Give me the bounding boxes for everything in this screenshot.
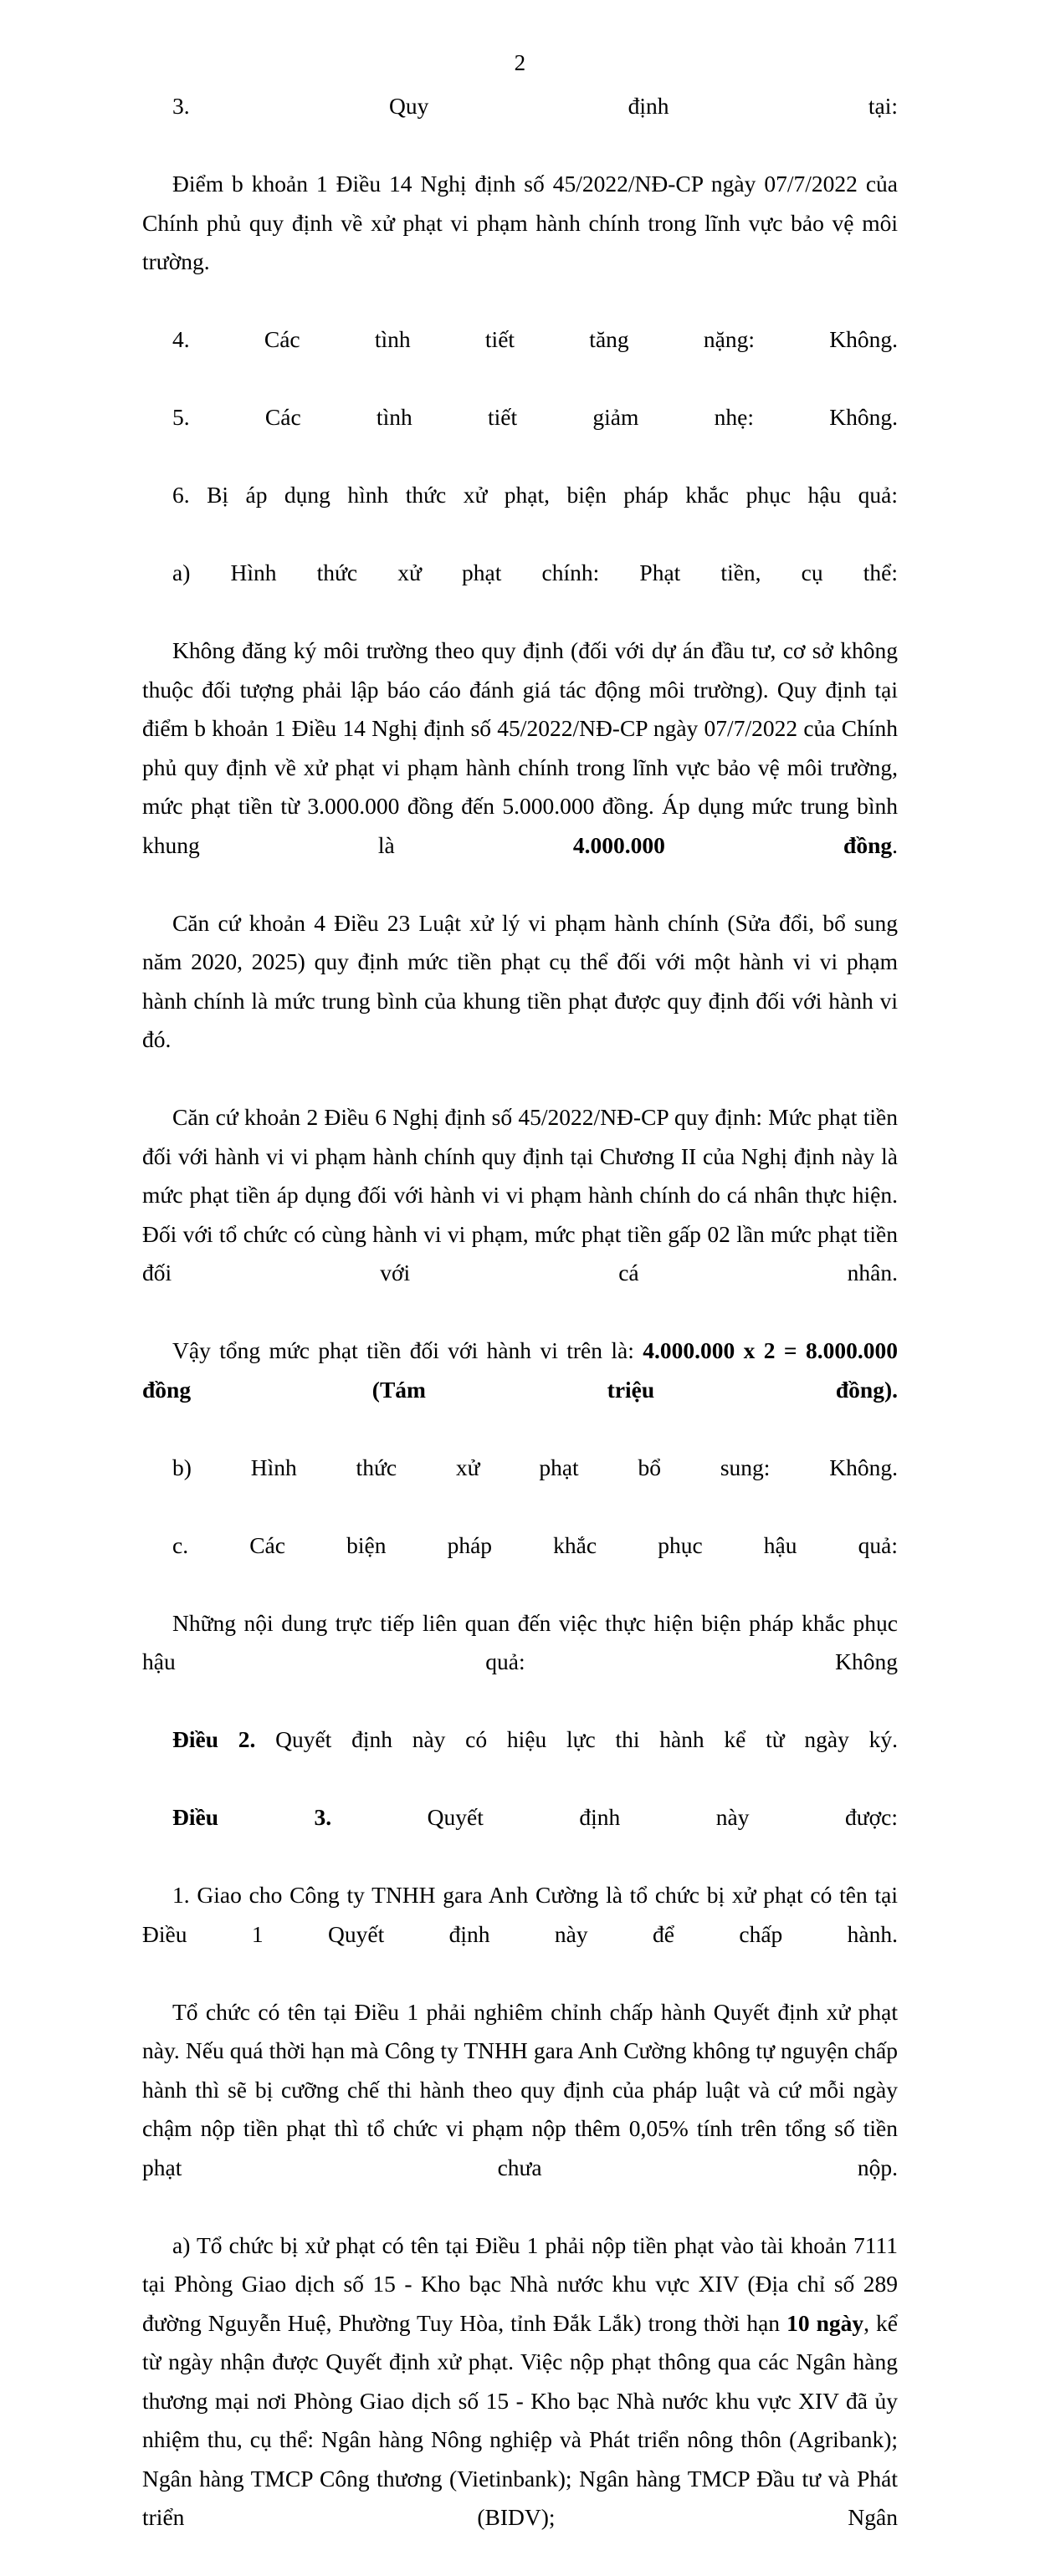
text-run: a) Tổ chức bị xử phạt có tên tại Điều 1 phải nộp tiền phạt vào tài khoản 7111 tại Phòng Giao dịch số 15 - Kho bạc Nhà nước khu vực XIV (Địa chỉ số 289 đường Nguyễn Huệ, Phường Tuy Hòa, tỉnh Đắk Lắk) trong thời hạn [142,2232,898,2336]
paragraph-p4 [142,398,898,476]
emphasis-run: 4.000.000 x 2 = 8.000.000 đồng (Tám triệu đồng). [142,1337,898,1403]
text-run: 5. Các tình tiết giảm nhẹ: Không. [172,404,898,430]
emphasis-run: Điều 2. [172,1726,255,1752]
text-run: Không đăng ký môi trường theo quy định (đối với dự án đầu tư, cơ sở không thuộc đối tượng phải lập báo cáo đánh giá tác động môi trường). Quy định tại điểm b khoản 1 Điều 14 Nghị định số 45/2022/NĐ-CP ngày 07/7/2022 của Chính phủ quy định về xử phạt vi phạm hành chính trong lĩnh vực bảo vệ môi trường, mức phạt tiền từ 3.000.000 đồng đến 5.000.000 đồng. Áp dụng mức trung bình khung là [142,637,898,858]
paragraph-p8 [142,904,898,1099]
emphasis-run: Điều 3. [172,1804,331,1830]
text-run: Tổ chức có tên tại Điều 1 phải nghiêm chỉnh chấp hành Quyết định xử phạt này. Nếu quá thời hạn mà Công ty TNHH gara Anh Cường không tự nguyện chấp hành thì sẽ bị cưỡng chế thi hành theo quy định của pháp luật và cứ mỗi ngày chậm nộp tiền phạt thì tổ chức vi phạm nộp thêm 0,05% tính trên tổng số tiền phạt chưa nộp. [142,1999,898,2180]
paragraph-p5 [142,476,898,554]
text-run: Quyết định này được: [331,1804,898,1830]
paragraph-p1 [142,87,898,165]
text-run: a) Hình thức xử phạt chính: Phạt tiền, cụ thể: [172,560,898,585]
emphasis-run: 10 ngày [786,2310,863,2336]
text-run: . [892,832,898,858]
text-run: 1. Giao cho Công ty TNHH gara Anh Cường là tổ chức bị xử phạt có tên tại Điều 1 Quyết định này để chấp hành. [142,1882,898,1947]
paragraph-p7 [142,631,898,904]
text-run: Vậy tổng mức phạt tiền đối với hành vi trên là: [172,1337,643,1363]
text-run: Căn cứ khoản 4 Điều 23 Luật xử lý vi phạm hành chính (Sửa đổi, bổ sung năm 2020, 2025) quy định mức tiền phạt cụ thể đối với một hành vi vi phạm hành chính là mức trung bình của khung tiền phạt được quy định đối với hành vi đó. [142,910,898,1053]
paragraph-p18 [142,2226,898,2576]
paragraph-p15 [142,1798,898,1876]
paragraph-p17 [142,1993,898,2226]
text-run: b) Hình thức xử phạt bổ sung: Không. [172,1454,898,1480]
paragraph-p2 [142,165,898,320]
document-body [142,87,898,2576]
text-run: , kể từ ngày nhận được Quyết định xử phạt. Việc nộp phạt thông qua các Ngân hàng thương mại nơi Phòng Giao dịch số 15 - Kho bạc Nhà nước khu vực XIV đã ủy nhiệm thu, cụ thể: Ngân hàng Nông nghiệp và Phát triển nông thôn (Agribank); Ngân hàng TMCP Công thương (Vietinbank); Ngân hàng TMCP Đầu tư và Phát triển (BIDV); Ngân [142,2310,898,2531]
paragraph-p11 [142,1449,898,1526]
text-run: 3. Quy định tại: [172,93,898,119]
text-run: c. Các biện pháp khắc phục hậu quả: [172,1532,898,1558]
paragraph-p10 [142,1331,898,1449]
text-run: Căn cứ khoản 2 Điều 6 Nghị định số 45/2022/NĐ-CP quy định: Mức phạt tiền đối với hành vi vi phạm hành chính quy định tại Chương II của Nghị định này là mức phạt tiền áp dụng đối với hành vi vi phạm hành chính do cá nhân thực hiện. Đối với tổ chức có cùng hành vi vi phạm, mức phạt tiền gấp 02 lần mức phạt tiền đối với cá nhân. [142,1104,898,1285]
paragraph-p13 [142,1604,898,1721]
paragraph-p12 [142,1526,898,1604]
text-run: 4. Các tình tiết tăng nặng: Không. [172,326,898,352]
text-run: 6. Bị áp dụng hình thức xử phạt, biện pháp khắc phục hậu quả: [172,482,898,508]
text-run: Những nội dung trực tiếp liên quan đến việc thực hiện biện pháp khắc phục hậu quả: Không [142,1610,898,1675]
paragraph-p6 [142,554,898,631]
paragraph-p3 [142,320,898,398]
page-number: 2 [0,49,1040,77]
emphasis-run: 4.000.000 đồng [573,832,892,858]
paragraph-p14 [142,1720,898,1798]
text-run: Quyết định này có hiệu lực thi hành kể từ ngày ký. [255,1726,898,1752]
text-run: Điểm b khoản 1 Điều 14 Nghị định số 45/2022/NĐ-CP ngày 07/7/2022 của Chính phủ quy định về xử phạt vi phạm hành chính trong lĩnh vực bảo vệ môi trường. [142,171,898,274]
paragraph-p16 [142,1876,898,1993]
paragraph-p9 [142,1098,898,1331]
